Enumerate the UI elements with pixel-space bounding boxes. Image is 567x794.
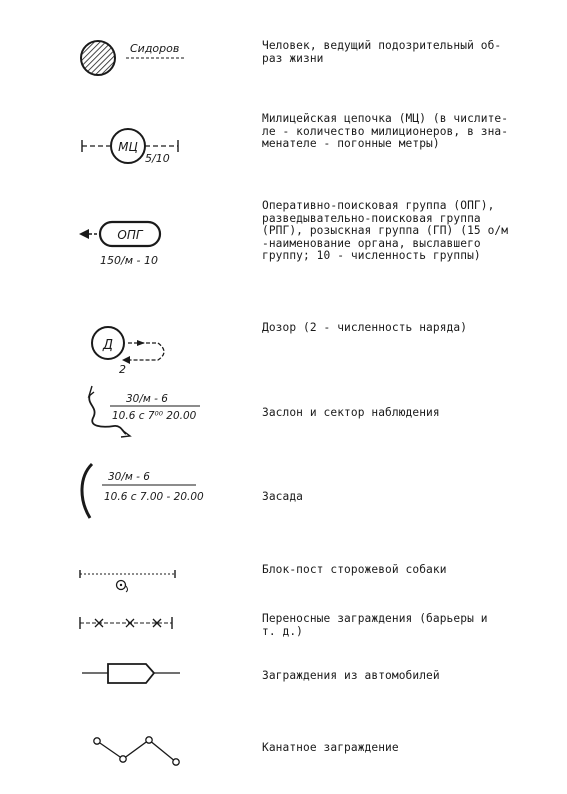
description-police-chain: Милицейская цепочка (МЦ) (в числите- ле - количество милиционеров, в зна- менателе - погонные метры) xyxy=(262,112,509,151)
ogp-label: ОПГ xyxy=(117,228,143,242)
rope-barrier-symbol xyxy=(94,737,179,765)
barrier-bottom-label: 10.6 с 7⁰⁰ 20.00 xyxy=(112,410,197,422)
description-patrol: Дозор (2 - численность наряда) xyxy=(262,321,468,334)
surname-label: Сидоров xyxy=(130,42,180,55)
ambush-bottom-label: 10.6 с 7.00 - 20.00 xyxy=(104,491,204,503)
patrol-label: Д xyxy=(102,338,114,353)
police-chain-symbol xyxy=(82,129,178,165)
ogp-caption: 150/м - 10 xyxy=(100,254,158,267)
patrol-symbol xyxy=(92,327,164,376)
barrier-top-label: 30/м - 6 xyxy=(126,393,168,405)
barrier-observation-symbol xyxy=(89,386,200,437)
police-chain-label: МЦ xyxy=(118,140,138,154)
suspicious-person-symbol xyxy=(81,41,185,75)
description-ambush: Засада xyxy=(262,490,304,503)
symbols-drawing xyxy=(0,0,250,794)
description-rope-barrier: Канатное заграждение xyxy=(262,741,399,754)
description-operative-search-group: Оперативно-поисковая группа (ОПГ), разведывательно-поисковая группа (РПГ), розыскная группа (ГП) (15 о/м -наименование органа, выславшего группу; 10 - численность группы) xyxy=(262,199,509,263)
ambush-symbol xyxy=(82,464,204,518)
vehicle-barriers-symbol xyxy=(82,664,180,683)
police-chain-fraction: 5/10 xyxy=(145,152,170,165)
description-vehicle-barriers: Заграждения из автомобилей xyxy=(262,669,440,682)
patrol-number: 2 xyxy=(119,363,126,376)
description-guard-dog-post: Блок-пост сторожевой собаки xyxy=(262,563,447,576)
description-portable-barriers: Переносные заграждения (барьеры и т. д.) xyxy=(262,612,488,638)
description-suspicious-person: Человек, ведущий подозрительный об- раз жизни xyxy=(262,39,502,65)
guard-dog-post-symbol xyxy=(80,570,175,592)
ambush-top-label: 30/м - 6 xyxy=(108,471,150,483)
symbols-column xyxy=(0,0,250,794)
operative-search-group-symbol xyxy=(79,222,160,267)
description-barrier-observation: Заслон и сектор наблюдения xyxy=(262,406,440,419)
portable-barriers-symbol xyxy=(80,617,172,629)
